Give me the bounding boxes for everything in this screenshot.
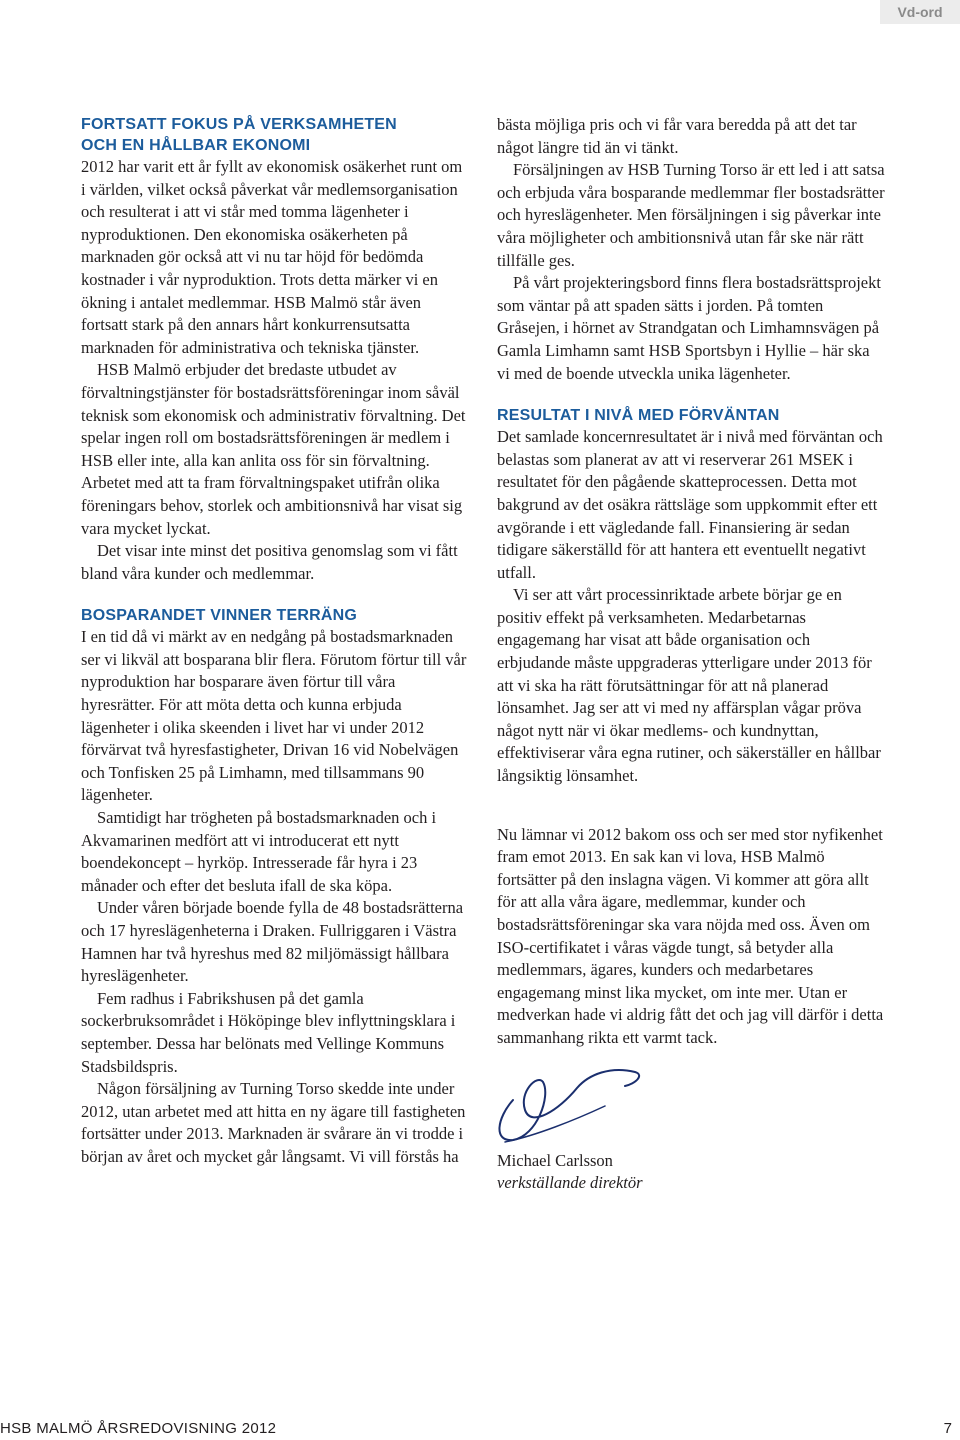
page-number: 7 <box>943 1420 952 1437</box>
body-text <box>497 824 885 1050</box>
paragraph: Samtidigt har trögheten på bostadsmarknaden och i Akvamarinen medfört att vi introducerat ett nytt boendekoncept – hyrköp. Intresserade får hyra i 23 månader och efter det besluta ifall de ska köpa. <box>81 808 437 895</box>
heading-fortsatt-fokus <box>81 114 467 156</box>
paragraph: 2012 har varit ett år fyllt av ekonomisk osäkerhet runt om i världen, vilket också påverkat vår medlemsorganisation och resulterat i att vi står med tomma lägenheter i nyproduktionen. Den ekonomiska osäkerheten på marknaden gör också att vi nu tar höjd för bedömda kostnader i vår nyproduktion. Trots detta märker vi en ökning i antalet medlemmar. HSB Malmö står även fortsatt stark på den annars hårt konkurrensutsatta marknaden för administrativa och tekniska tjänster. <box>81 157 463 357</box>
signature-icon <box>485 1060 665 1150</box>
right-column <box>497 114 885 1195</box>
heading-bosparandet: BOSPARANDET VINNER TERRÄNG <box>81 607 358 625</box>
body-text <box>497 426 885 788</box>
paragraph: HSB Malmö erbjuder det bredaste utbudet av förvaltningstjänster för bostadsrättsföreningar inom såväl teknisk som ekonomisk och administrativ förvaltning. Det spelar ingen roll om bostadsrättsföreningen är medlem i HSB eller inte, alla kan anlita oss för sin förvaltning. Arbetet med att ta fram förvaltningspaket utifrån olika föreningars behov, storlek och ambitionsnivå har visat sig vara mycket lyckat. <box>81 360 466 538</box>
heading-line-2: OCH EN HÅLLBAR EKONOMI <box>81 137 311 154</box>
paragraph: Vi ser att vårt processinriktade arbete börjar ge en positiv effekt på verksamheten. Medarbetarnas engagemang har visat att både organisation och erbjudande måste uppgraderas ytterligare under 2013 för att vi ska ha rätt förutsättningar för att nå planerad lönsamhet. Jag ser att vi med ny affärsplan vågar pröva något nytt när vi ökar medlems- och kundnyttan, effektiviserar våra egna rutiner, och säkerställer en hållbar långsiktig lönsamhet. <box>497 585 881 786</box>
signature-name: Michael Carlsson <box>497 1150 613 1170</box>
paragraph: Nu lämnar vi 2012 bakom oss och ser med stor nyfikenhet fram emot 2013. En sak kan vi lova, HSB Malmö fortsätter på den inslagna vägen. Vi kommer att göra allt för att alla våra ägare, medlemmar, kunder och bostadsrättsföreningar ska vara nöjda med oss. Även om ISO-certifikatet i våras vägde tungt, så betyder alla medlemmars, ägares, kunders och medarbetares engagemang minst lika mycket, om inte mer. Utan er medverkan hade vi aldrig fått det och jag vill därför i detta sammanhang rikta ett varmt tack. <box>497 824 884 1047</box>
body-text <box>497 114 885 385</box>
paragraph: I en tid då vi märkt av en nedgång på bostadsmarknaden ser vi likväl att bosparana blir flera. Förutom förtur till vår nyproduktion har bosparare även förtur till våra hyresrätter. För att möta detta och kunna erbjuda lägenheter i olika skeenden i livet har vi under 2012 förvärvat två hyresfastigheter, Drivan 16 vid Nobelvägen och Tonfisken 25 på Limhamn, med tillsammans 90 lägenheter. <box>81 627 467 805</box>
section-tag: Vd-ord <box>880 0 960 24</box>
body-text <box>81 626 467 1168</box>
paragraph: Det visar inte minst det positiva genomslag som vi fått bland våra kunder och medlemmar. <box>81 541 458 583</box>
paragraph: Någon försäljning av Turning Torso skedde inte under 2012, utan arbetet med att hitta en ny ägare till fastigheten fortsätter under 2013. Marknaden är svårare än vi trodde i början av året och mycket går långsamt. Vi vill förstås ha <box>81 1079 466 1166</box>
paragraph: Under våren började boende fylla de 48 bostadsrätterna och 17 hyreslägenheterna i Draken. Fullriggaren i Västra Hamnen har två hyreshus med 82 miljömässigt hållbara hyreslägenheter. <box>81 898 464 986</box>
left-column <box>81 114 467 1169</box>
paragraph: På vårt projekteringsbord finns flera bostadsrättsprojekt som väntar på att spaden sätts i jorden. På tomten Gråsejen, i hörnet av Strandgatan och Limhamnsvägen på Gamla Limhamn samt HSB Sportsbyn i Hyllie – här ska vi med de boende utveckla unika lägenheter. <box>497 273 881 383</box>
heading-resultat: RESULTAT I NIVÅ MED FÖRVÄNTAN <box>497 407 780 425</box>
heading-line-1: FORTSATT FOKUS PÅ VERKSAMHETEN <box>81 116 397 133</box>
paragraph: Det samlade koncernresultatet är i nivå med förväntan och belastas som planerat av att vi reserverar 261 MSEK i resultatet för den pågående skatteprocessen. Detta mot bakgrund av det osäkra rättsläge som uppkommit efter ett avgörande i ett vägledande fall. Finansiering är sedan tidigare säkerställd för att hantera ett eventuellt negativt utfall. <box>497 427 883 582</box>
body-text <box>81 156 467 585</box>
paragraph: Fem radhus i Fabrikshusen på det gamla sockerbruksområdet i Hököpinge blev inflyttningsklara i september. Dessa har belönats med Vellinge Kommuns Stadsbildspris. <box>81 988 456 1076</box>
signature-title: verkställande direktör <box>497 1173 643 1193</box>
footer-publication: HSB MALMÖ ÅRSREDOVISNING 2012 <box>0 1420 277 1437</box>
paragraph: bästa möjliga pris och vi får vara beredda på att det tar något längre tid än vi tänkt. <box>497 115 857 157</box>
paragraph: Försäljningen av HSB Turning Torso är ett led i att satsa och erbjuda våra bosparande medlemmar fler bostadsrätter och hyreslägenheter. Men försäljningen i sig påverkar inte våra möjligheter och ambitionsnivå utan får ske när rätt tillfälle ges. <box>497 160 885 270</box>
